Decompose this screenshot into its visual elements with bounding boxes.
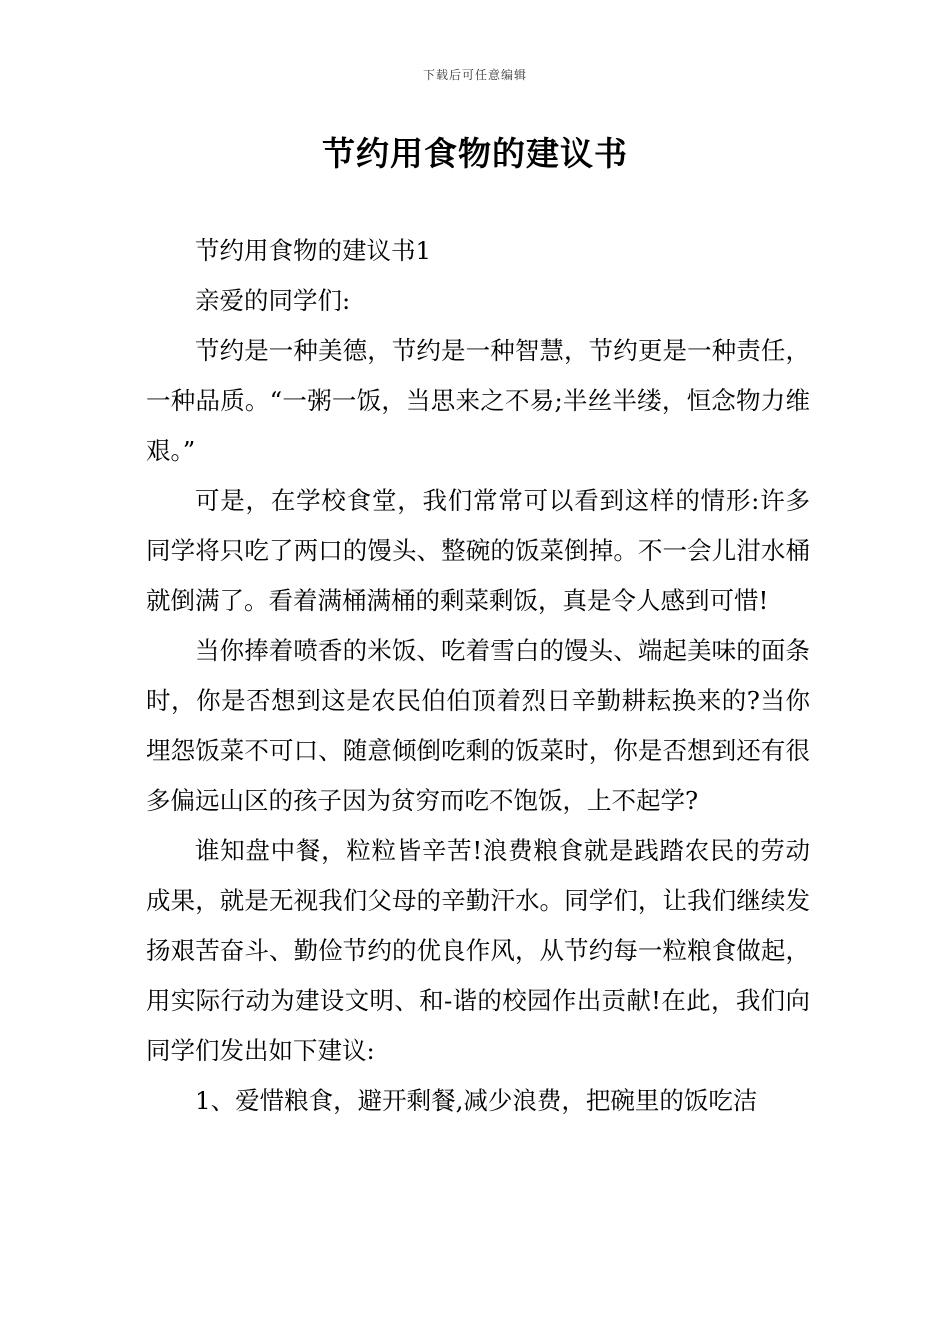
document-title: 节约用食物的建议书 (322, 134, 628, 173)
body-paragraph: 谁知盘中餐，粒粒皆辛苦!浪费粮食就是践踏农民的劳动成果，就是无视我们父母的辛勤汗水。同学们，让我们继续发扬艰苦奋斗、勤俭节约的优良作风，从节约每一粒粮食做起，用实际行动为建设文明、和-谐的校园作出贡献!在此，我们向同学们发出如下建议: (146, 836, 810, 1065)
header-note: 下载后可任意编辑 (422, 68, 527, 82)
body-paragraph: 可是，在学校食堂，我们常常可以看到这样的情形:许多同学将只吃了两口的馒头、整碗的饭菜倒掉。不一会儿泔水桶就倒满了。看着满桶满桶的剩菜剩饭，真是令人感到可惜! (146, 486, 810, 615)
subtitle-paragraph: 节约用食物的建议书1 (195, 236, 432, 265)
suggestion-item: 1、爱惜粮食，避开剩餐,减少浪费，把碗里的饭吃洁 (195, 1086, 758, 1115)
document-body (146, 226, 810, 1126)
salutation-paragraph: 亲爱的同学们: (195, 286, 351, 315)
body-paragraph: 节约是一种美德，节约是一种智慧，节约更是一种责任，一种品质。“一粥一饭，当思来之不易;半丝半缕，恒念物力维艰。” (146, 336, 810, 465)
body-paragraph: 当你捧着喷香的米饭、吃着雪白的馒头、端起美味的面条时，你是否想到这是农民伯伯顶着烈日辛勤耕耘换来的?当你埋怨饭菜不可口、随意倾倒吃剩的饭菜时，你是否想到还有很多偏远山区的孩子因为贫穷而吃不饱饭，上不起学? (146, 636, 810, 815)
